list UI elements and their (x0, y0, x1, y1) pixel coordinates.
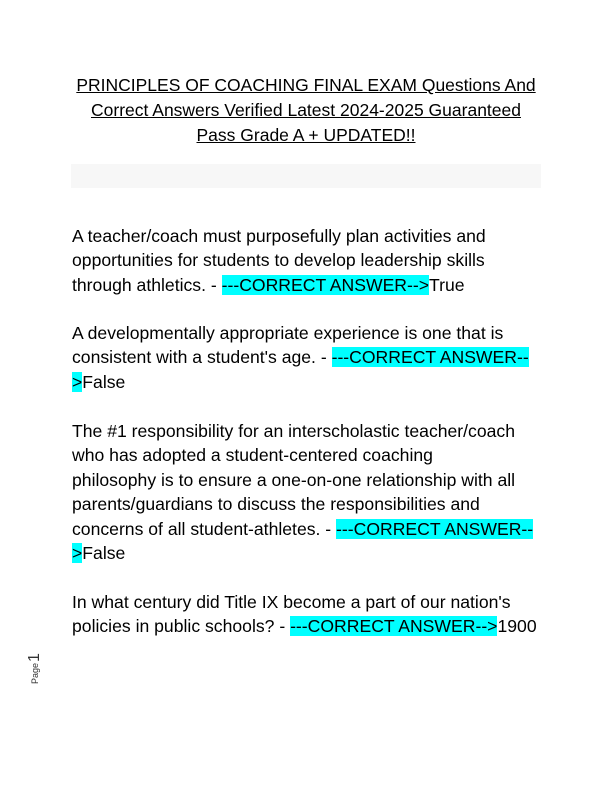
qa-line: A developmentally appropriate experience is one that is (72, 323, 504, 343)
answer-value: True (429, 274, 465, 295)
correct-answer-highlight: ---CORRECT ANSWER-- (336, 518, 534, 539)
qa-line: opportunities for students to develop leadership skills (72, 250, 485, 271)
qa-line: A teacher/coach must purposefully plan activities and (72, 226, 486, 246)
qa-item (72, 224, 544, 297)
answer-value: False (82, 371, 126, 392)
document-title (72, 73, 540, 148)
qa-line: parents/guardians to discuss the responsibilities and (72, 494, 480, 515)
qa-line: The #1 responsibility for an interscholastic teacher/coach (72, 421, 516, 441)
qa-item (72, 590, 544, 639)
qa-line (72, 370, 544, 394)
correct-answer-highlight: ---CORRECT ANSWER--> (221, 274, 430, 295)
title-line: Correct Answers Verified Latest 2024-2025 Guaranteed (91, 100, 521, 120)
correct-answer-highlight: > (72, 371, 83, 392)
answer-value: 1900 (497, 616, 537, 637)
qa-line: philosophy is to ensure a one-on-one relationship with all (72, 469, 516, 490)
correct-answer-highlight: ---CORRECT ANSWER-- (331, 347, 529, 368)
title-line: Pass Grade A + UPDATED!! (196, 125, 416, 145)
qa-line: policies in public schools? - ---CORRECT ANSWER-->1900 (72, 616, 537, 637)
correct-answer-highlight: ---CORRECT ANSWER--> (290, 616, 498, 637)
qa-line: who has adopted a student-centered coaching (72, 445, 433, 466)
header-band (71, 164, 541, 188)
qa-item (72, 419, 544, 565)
qa-line: In what century did Title IX become a part of our nation's (72, 592, 511, 612)
answer-value: False (82, 543, 126, 564)
qa-line: concerns of all student-athletes. - ---CORRECT ANSWER-- (72, 518, 534, 539)
page-footer (26, 653, 44, 684)
qa-line (72, 541, 544, 565)
qa-line: through athletics. - ---CORRECT ANSWER-->True (72, 274, 465, 295)
qa-line: consistent with a student's age. - ---CORRECT ANSWER-- (72, 347, 529, 368)
qa-item (72, 321, 544, 394)
correct-answer-highlight: > (72, 543, 83, 564)
page-label: Page (30, 662, 40, 684)
page-number: 1 (26, 653, 43, 662)
title-line: PRINCIPLES OF COACHING FINAL EXAM Questions And (76, 75, 536, 95)
